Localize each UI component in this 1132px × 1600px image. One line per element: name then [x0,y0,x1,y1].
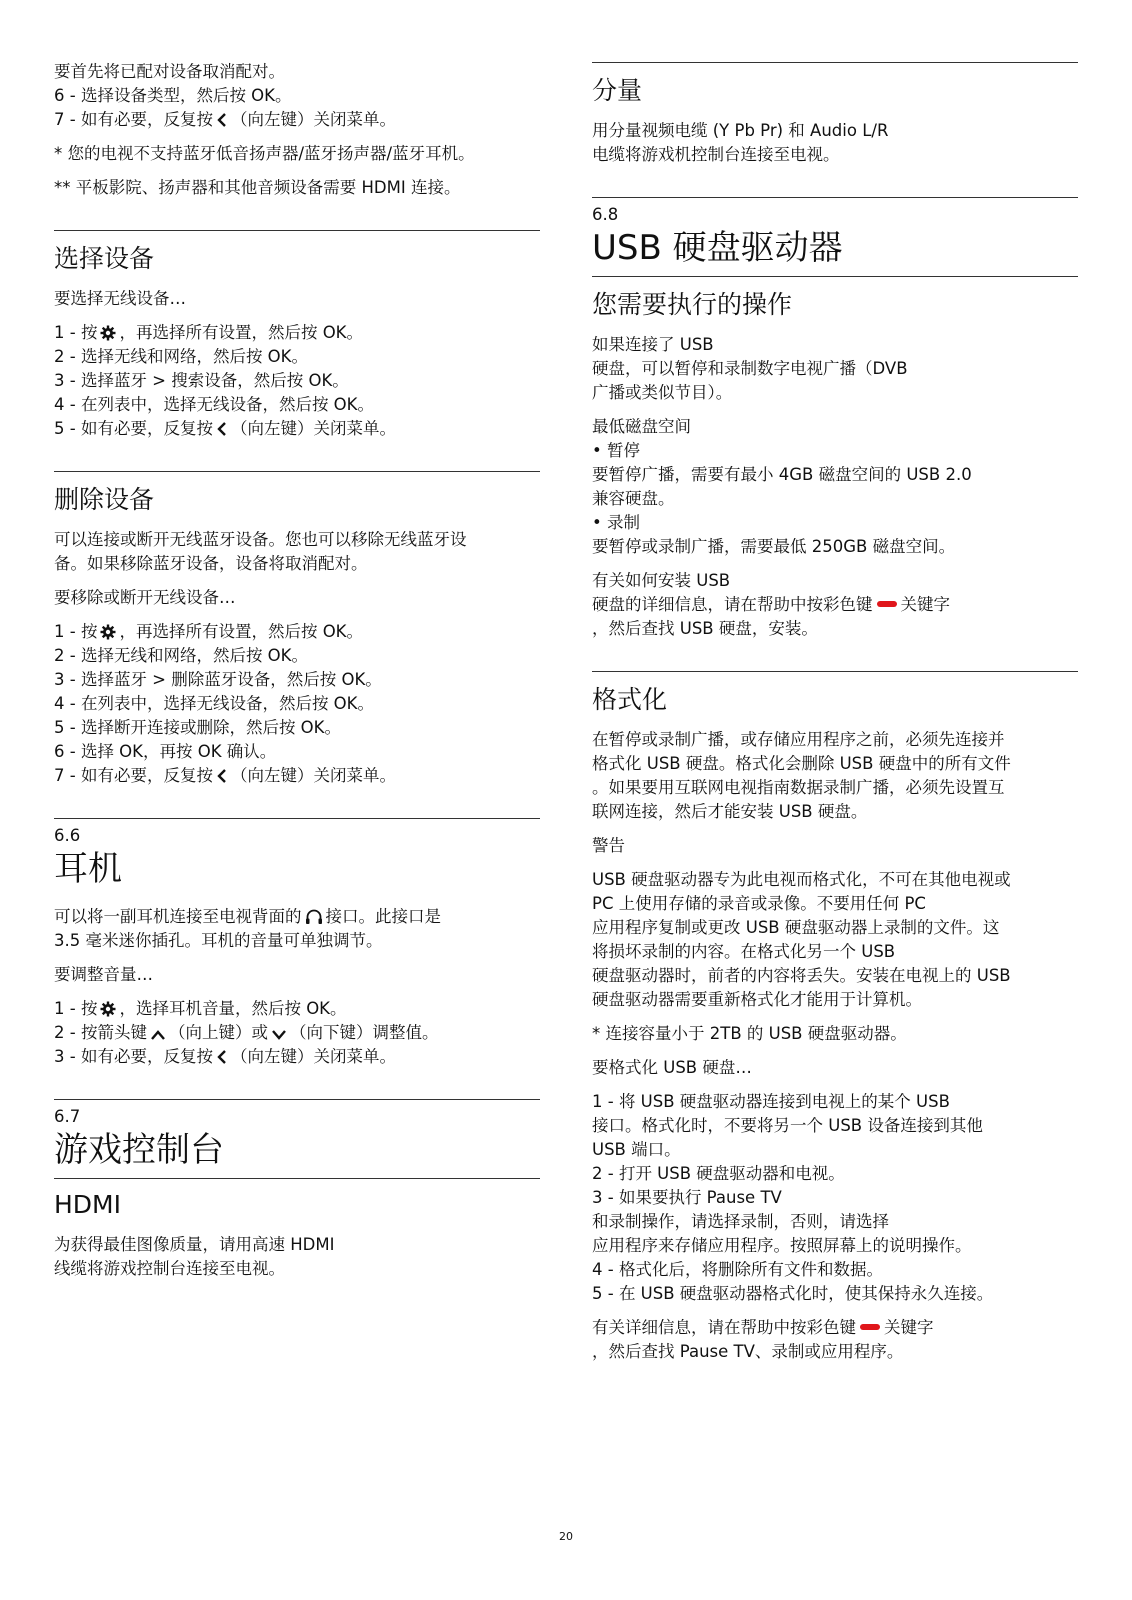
text-line: 格式化 USB 硬盘。格式化会删除 USB 硬盘中的所有文件 [592,754,1011,773]
step: 1 - 按 ，选择耳机音量，然后按 OK。 [54,999,347,1018]
text-line: 为获得最佳图像质量，请用高速 HDMI [54,1235,335,1254]
text-line: ，然后查找 Pause TV、录制或应用程序。 [592,1342,904,1361]
step: 3 - 选择蓝牙 > 搜索设备，然后按 OK。 [54,371,349,390]
step: USB 端口。 [592,1140,681,1159]
text-line: • 暂停 [592,441,640,460]
section-title-what-you-need: 您需要执行的操作 [592,290,793,319]
down-arrow-icon [271,1029,287,1041]
text-line: ，然后查找 USB 硬盘，安装。 [592,619,818,638]
step: 接口。格式化时，不要将另一个 USB 设备连接到其他 [592,1116,983,1135]
step: 1 - 按 ，再选择所有设置，然后按 OK。 [54,323,364,342]
chapter-number: 6.6 [54,826,81,845]
red-color-key-icon [877,601,897,607]
text-line: 用分量视频电缆 (Y Pb Pr) 和 Audio L/R [592,121,889,140]
text-line: 硬盘驱动器时，前者的内容将丢失。安装在电视上的 USB [592,966,1011,985]
text-line: PC 上使用存储的录音或录像。不要用任何 PC [592,894,926,913]
section-title-hdmi: HDMI [54,1190,121,1219]
text-line: 要移除或断开无线设备… [54,588,236,607]
back-arrow-icon [216,112,228,128]
text-line: 硬盘驱动器需要重新格式化才能用于计算机。 [592,990,922,1009]
text-line: 联网连接，然后才能安装 USB 硬盘。 [592,802,868,821]
step: 4 - 在列表中，选择无线设备，然后按 OK。 [54,694,374,713]
text-line: 最低磁盘空间 [592,417,691,436]
back-arrow-icon [216,1049,228,1065]
step: 1 - 将 USB 硬盘驱动器连接到电视上的某个 USB [592,1092,950,1111]
step: 4 - 在列表中，选择无线设备，然后按 OK。 [54,395,374,414]
step: 2 - 按箭头键 （向上键）或 （向下键）调整值。 [54,1023,439,1042]
text-line: 将损坏录制的内容。在格式化另一个 USB [592,942,896,961]
gear-icon [100,325,116,341]
text-line: USB 硬盘驱动器专为此电视而格式化，不可在其他电视或 [592,870,1011,889]
text-line: 要选择无线设备… [54,289,186,308]
section-title-remove-device: 删除设备 [54,485,155,514]
page-number: 20 [559,1530,573,1543]
text-line: 7 - 如有必要，反复按 （向左键）关闭菜单。 [54,110,396,129]
text-line: 3.5 毫米迷你插孔。耳机的音量可单独调节。 [54,931,383,950]
text-line: 要格式化 USB 硬盘… [592,1058,752,1077]
text-line: 电缆将游戏机控制台连接至电视。 [592,145,840,164]
text-line: 6 - 选择设备类型，然后按 OK。 [54,86,292,105]
chapter-title-game-console: 游戏控制台 [54,1130,224,1170]
text-line: 要暂停广播，需要有最小 4GB 磁盘空间的 USB 2.0 [592,465,972,484]
text-line: 在暂停或录制广播，或存储应用程序之前，必须先连接并 [592,730,1005,749]
text-line: 备。如果移除蓝牙设备，设备将取消配对。 [54,554,368,573]
step: 4 - 格式化后，将删除所有文件和数据。 [592,1260,883,1279]
chapter-title-usb-hdd: USB 硬盘驱动器 [592,228,843,268]
step: 3 - 如有必要，反复按 （向左键）关闭菜单。 [54,1047,396,1066]
step: 6 - 选择 OK，再按 OK 确认。 [54,742,277,761]
text-line: • 录制 [592,513,640,532]
section-title-format: 格式化 [592,685,668,714]
right-column [592,62,1078,1364]
step: 5 - 在 USB 硬盘驱动器格式化时，使其保持永久连接。 [592,1284,994,1303]
step: 2 - 打开 USB 硬盘驱动器和电视。 [592,1164,845,1183]
step: 3 - 选择蓝牙 > 删除蓝牙设备，然后按 OK。 [54,670,382,689]
text-line: 可以连接或断开无线蓝牙设备。您也可以移除无线蓝牙设 [54,530,467,549]
text-line: 有关详细信息，请在帮助中按彩色键 关键字 [592,1318,934,1337]
gear-icon [100,624,116,640]
red-color-key-icon [860,1324,880,1330]
text-line: 。如果要用互联网电视指南数据录制广播，必须先设置互 [592,778,1005,797]
text-line: 广播或类似节目）。 [592,383,733,402]
chapter-title-headphones: 耳机 [54,849,122,889]
text-line: 如果连接了 USB [592,335,714,354]
step: 和录制操作，请选择录制，否则，请选择 [592,1212,889,1231]
text-line: 应用程序复制或更改 USB 硬盘驱动器上录制的文件。这 [592,918,1000,937]
text-line: 可以将一副耳机连接至电视背面的 接口。此接口是 [54,907,441,926]
back-arrow-icon [216,768,228,784]
step: 3 - 如果要执行 Pause TV [592,1188,782,1207]
warning-label: 警告 [592,836,625,855]
text-line: 硬盘，可以暂停和录制数字电视广播（DVB [592,359,908,378]
step: 2 - 选择无线和网络，然后按 OK。 [54,347,308,366]
headphones-icon [305,909,323,925]
text-line: 兼容硬盘。 [592,489,675,508]
step: 5 - 如有必要，反复按 （向左键）关闭菜单。 [54,419,396,438]
text-line: 要调整音量… [54,965,153,984]
gear-icon [100,1001,116,1017]
chapter-number: 6.7 [54,1107,81,1126]
back-arrow-icon [216,421,228,437]
text-line: 硬盘的详细信息，请在帮助中按彩色键 关键字 [592,595,950,614]
text-line: 要首先将已配对设备取消配对。 [54,62,285,81]
up-arrow-icon [150,1029,166,1041]
step: 1 - 按 ，再选择所有设置，然后按 OK。 [54,622,364,641]
step: 7 - 如有必要，反复按 （向左键）关闭菜单。 [54,766,396,785]
step: 应用程序来存储应用程序。按照屏幕上的说明操作。 [592,1236,972,1255]
note: * 连接容量小于 2TB 的 USB 硬盘驱动器。 [592,1024,907,1043]
text-line: 要暂停或录制广播，需要最低 250GB 磁盘空间。 [592,537,956,556]
left-column [54,60,540,1281]
chapter-number: 6.8 [592,205,619,224]
text-line: 有关如何安装 USB [592,571,731,590]
note: * 您的电视不支持蓝牙低音扬声器/蓝牙扬声器/蓝牙耳机。 [54,144,475,163]
text-line: 线缆将游戏控制台连接至电视。 [54,1259,285,1278]
section-title-component: 分量 [592,76,643,105]
step: 2 - 选择无线和网络，然后按 OK。 [54,646,308,665]
note: ** 平板影院、扬声器和其他音频设备需要 HDMI 连接。 [54,178,461,197]
step: 5 - 选择断开连接或删除，然后按 OK。 [54,718,341,737]
section-title-select-device: 选择设备 [54,244,155,273]
